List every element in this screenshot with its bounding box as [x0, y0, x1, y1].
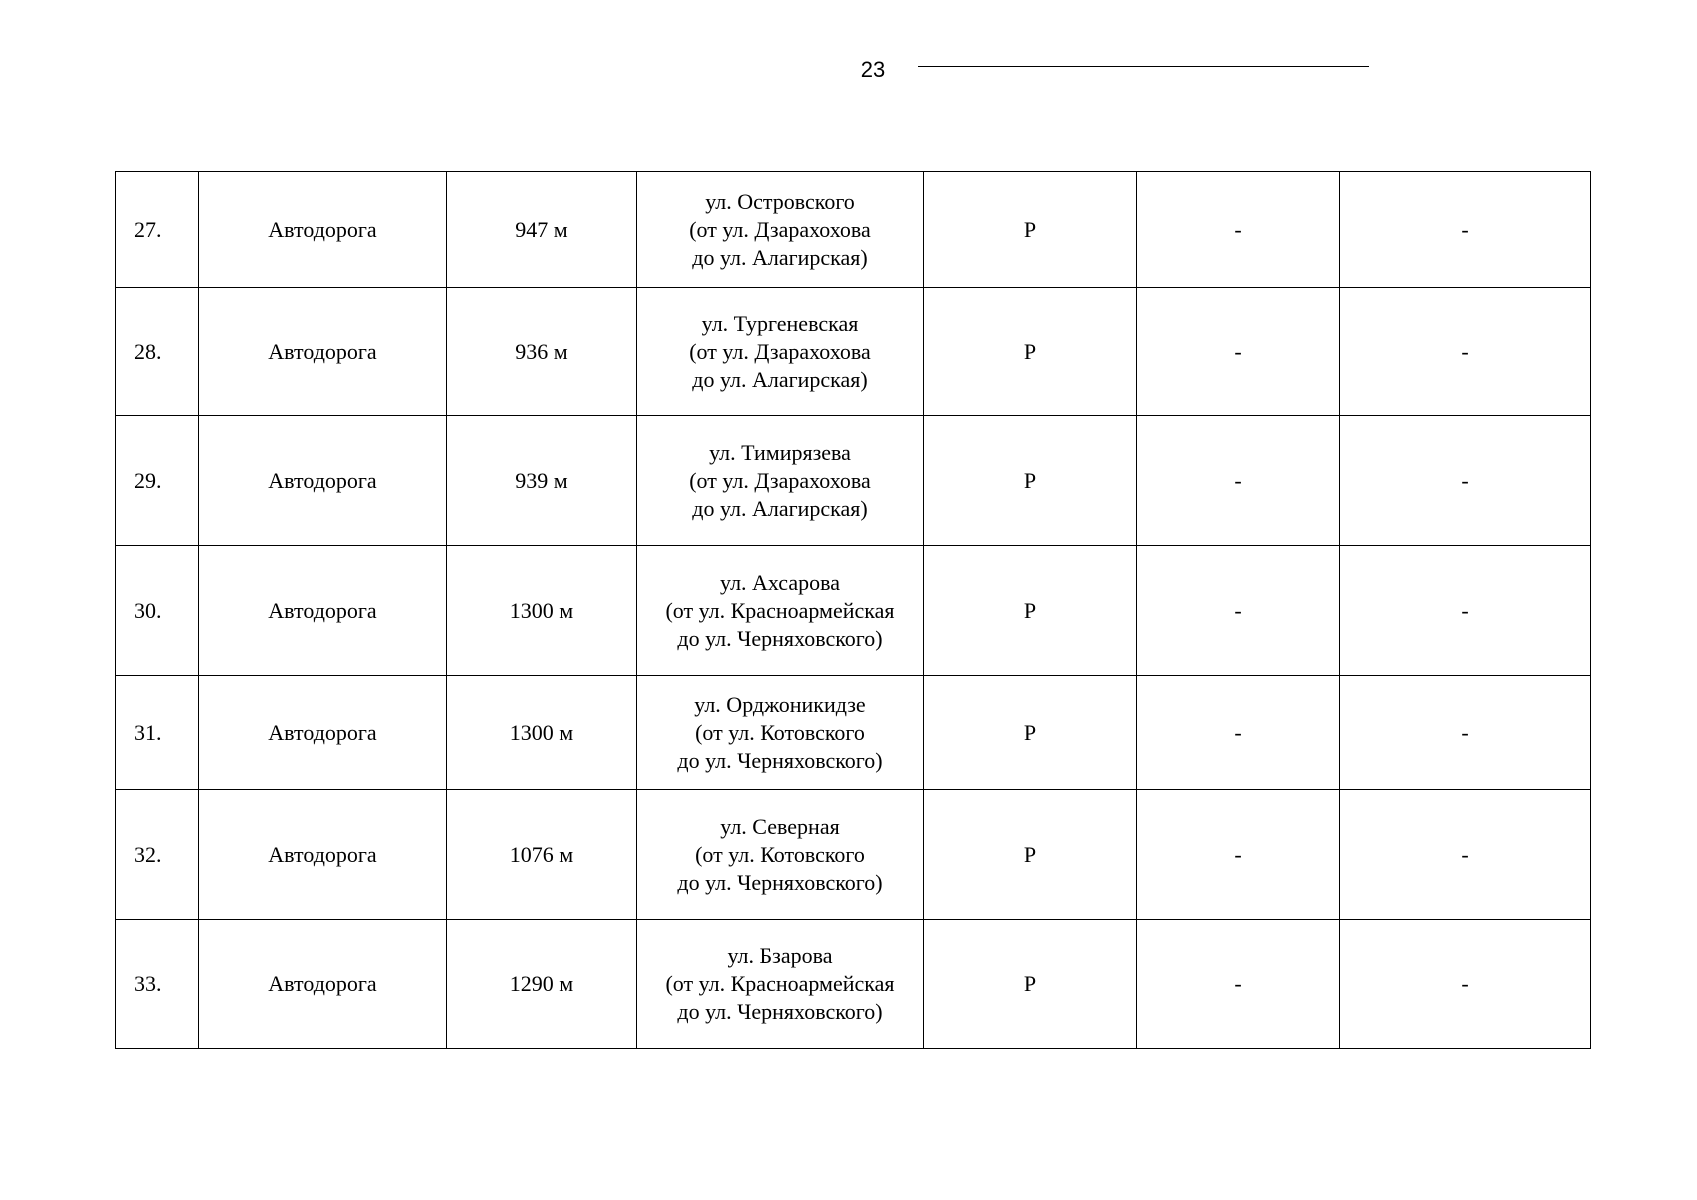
- row-number: 33.: [116, 920, 199, 1049]
- road-length: 1076 м: [447, 790, 637, 920]
- address-line: до ул. Черняховского): [677, 747, 883, 773]
- road-length: 1300 м: [447, 676, 637, 790]
- object-mark: Р: [924, 790, 1137, 920]
- address-line: ул. Северная: [720, 813, 840, 839]
- road-length: 1300 м: [447, 546, 637, 676]
- column-7-value: -: [1340, 288, 1591, 416]
- address-line: до ул. Черняховского): [677, 869, 883, 895]
- road-address: [637, 790, 924, 920]
- object-mark: Р: [924, 676, 1137, 790]
- row-number: 31.: [116, 676, 199, 790]
- address-line: ул. Тургеневская: [701, 310, 859, 336]
- column-7-value: -: [1340, 790, 1591, 920]
- road-length: 936 м: [447, 288, 637, 416]
- object-type: Автодорога: [199, 676, 447, 790]
- table-row: [116, 288, 1591, 416]
- road-address: [637, 546, 924, 676]
- table-row: [116, 790, 1591, 920]
- address-line: (от ул. Красноармейская: [665, 597, 895, 623]
- column-7-value: -: [1340, 546, 1591, 676]
- address-line: (от ул. Котовского: [695, 841, 865, 867]
- column-6-value: -: [1137, 790, 1340, 920]
- row-number: 30.: [116, 546, 199, 676]
- object-type: Автодорога: [199, 288, 447, 416]
- page-number: 23: [860, 57, 886, 82]
- address-line: ул. Ахсарова: [720, 569, 840, 595]
- column-7-value: -: [1340, 416, 1591, 546]
- object-mark: Р: [924, 172, 1137, 288]
- column-6-value: -: [1137, 288, 1340, 416]
- column-6-value: -: [1137, 172, 1340, 288]
- object-mark: Р: [924, 920, 1137, 1049]
- object-type: Автодорога: [199, 172, 447, 288]
- object-type: Автодорога: [199, 546, 447, 676]
- column-7-value: -: [1340, 920, 1591, 1049]
- row-number: 27.: [116, 172, 199, 288]
- table-row: [116, 546, 1591, 676]
- address-line: (от ул. Дзарахохова: [689, 216, 871, 242]
- table-row: [116, 416, 1591, 546]
- row-number: 29.: [116, 416, 199, 546]
- road-address: [637, 172, 924, 288]
- column-7-value: -: [1340, 676, 1591, 790]
- object-type: Автодорога: [199, 920, 447, 1049]
- address-line: до ул. Алагирская): [692, 495, 868, 521]
- table-body: [116, 172, 1591, 1049]
- address-line: (от ул. Дзарахохова: [689, 467, 871, 493]
- road-length: 939 м: [447, 416, 637, 546]
- road-length: 1290 м: [447, 920, 637, 1049]
- object-mark: Р: [924, 288, 1137, 416]
- object-type: Автодорога: [199, 790, 447, 920]
- address-line: до ул. Черняховского): [677, 999, 883, 1024]
- road-address: [637, 416, 924, 546]
- object-mark: Р: [924, 546, 1137, 676]
- road-address: [637, 920, 924, 1049]
- address-line: ул. Бзарова: [727, 943, 833, 968]
- object-mark: Р: [924, 416, 1137, 546]
- address-line: (от ул. Котовского: [695, 719, 865, 745]
- object-type: Автодорога: [199, 416, 447, 546]
- address-line: ул. Орджоникидзе: [694, 691, 866, 717]
- column-7-value: -: [1340, 172, 1591, 288]
- road-address: [637, 288, 924, 416]
- address-line: до ул. Алагирская): [692, 244, 868, 270]
- address-line: ул. Тимирязева: [709, 439, 851, 465]
- address-line: до ул. Черняховского): [677, 625, 883, 651]
- column-6-value: -: [1137, 416, 1340, 546]
- column-6-value: -: [1137, 676, 1340, 790]
- column-6-value: -: [1137, 546, 1340, 676]
- address-line: (от ул. Красноармейская: [665, 971, 895, 996]
- row-number: 28.: [116, 288, 199, 416]
- road-address: [637, 676, 924, 790]
- address-line: ул. Островского: [705, 188, 855, 214]
- address-line: до ул. Алагирская): [692, 366, 868, 392]
- header-rule: [918, 66, 1369, 69]
- column-6-value: -: [1137, 920, 1340, 1049]
- table-row: [116, 676, 1591, 790]
- roads-table: [115, 171, 1591, 1049]
- row-number: 32.: [116, 790, 199, 920]
- table-row: [116, 172, 1591, 288]
- address-line: (от ул. Дзарахохова: [689, 338, 871, 364]
- table-row: [116, 920, 1591, 1049]
- road-length: 947 м: [447, 172, 637, 288]
